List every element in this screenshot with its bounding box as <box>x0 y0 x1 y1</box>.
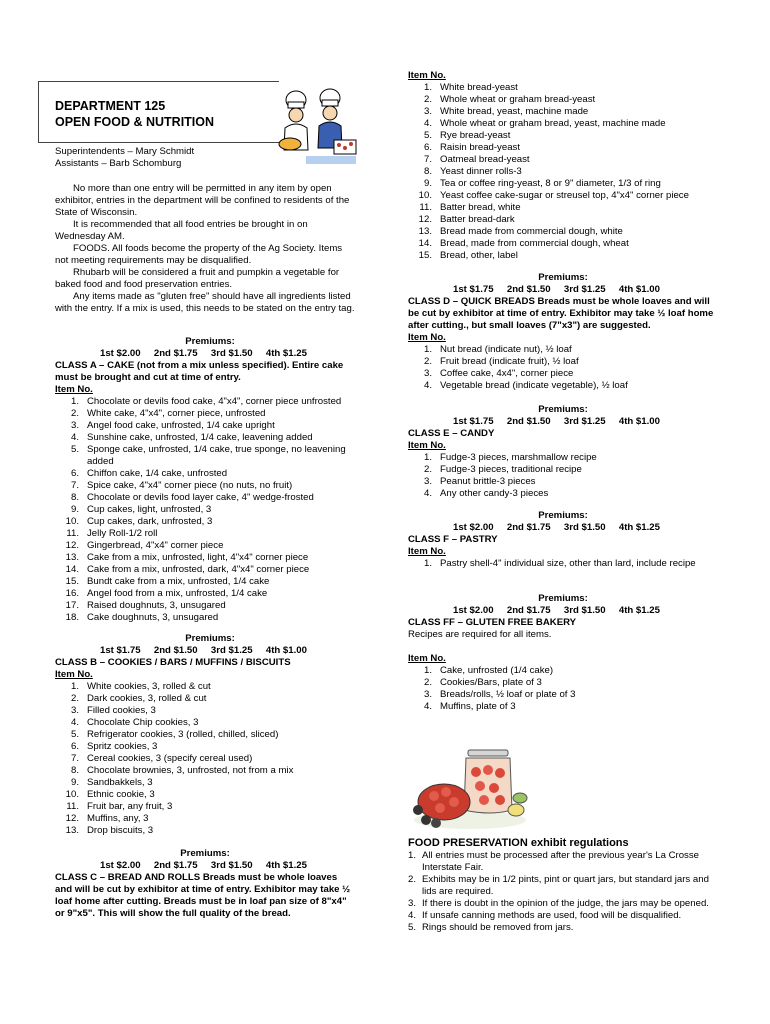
class-ff-section <box>408 593 718 713</box>
item-text: Chocolate brownies, 3, unfrosted, not from a mix <box>87 765 294 776</box>
list-item <box>408 94 718 106</box>
item-number: 4. <box>70 717 79 728</box>
list-item <box>55 528 365 540</box>
list-item <box>408 106 718 118</box>
list-item <box>408 476 718 488</box>
item-text: Raised doughnuts, 3, unsugared <box>87 600 226 611</box>
item-number: 9. <box>70 504 79 515</box>
class-heading: CLASS B – COOKIES / BARS / MUFFINS / BISCUITS <box>55 657 291 668</box>
item-number: 13. <box>418 226 432 237</box>
item-number: 1. <box>70 681 79 692</box>
list-item <box>408 190 718 202</box>
list-item <box>55 705 365 717</box>
item-list <box>55 681 365 837</box>
list-item <box>408 250 718 262</box>
item-number: 4. <box>70 432 79 443</box>
list-item <box>55 516 365 528</box>
item-text: Peanut brittle-3 pieces <box>440 476 536 487</box>
canned-fruit-illustration <box>410 740 530 830</box>
class-b-section <box>55 633 365 837</box>
list-item <box>55 741 365 753</box>
item-number: 3. <box>423 106 432 117</box>
item-text: Cake doughnuts, 3, unsugared <box>87 612 219 623</box>
superintendents: Superintendents – Mary Schmidt <box>55 146 195 157</box>
list-item <box>55 552 365 564</box>
item-text: Sandbakkels, 3 <box>87 777 153 788</box>
class-heading: CLASS FF – GLUTEN FREE BAKERY <box>408 617 577 628</box>
list-item <box>55 480 365 492</box>
item-number: 5. <box>70 444 79 455</box>
department-staff <box>55 146 365 170</box>
item-number: 1. <box>423 665 432 676</box>
item-number: 3. <box>70 420 79 431</box>
item-text: Refrigerator cookies, 3 (rolled, chilled, sliced) <box>87 729 279 740</box>
item-text: Bread, other, label <box>440 250 518 261</box>
item-text: Chiffon cake, 1/4 cake, unfrosted <box>87 468 228 479</box>
item-text: Whole wheat or graham bread-yeast <box>440 94 596 105</box>
item-number: 6. <box>423 142 432 153</box>
premiums-heading: Premiums: <box>180 848 230 859</box>
list-item <box>55 825 365 837</box>
item-text: If unsafe canning methods are used, food will be disqualified. <box>422 910 682 921</box>
item-number: 8. <box>423 166 432 177</box>
item-text: White cake, 4"x4", corner piece, unfrosted <box>87 408 266 419</box>
class-heading: CLASS D – QUICK BREADS Breads must be whole loaves and will be cut by exhibitor at time of entry. Exhibitor may take ½ loaf home after cutting., but small loaves (7"x3") are suggested. <box>408 296 714 331</box>
list-item <box>408 344 718 356</box>
item-number: 8. <box>70 492 79 503</box>
item-number: 1. <box>423 82 432 93</box>
item-number: 2. <box>408 874 417 885</box>
item-number: 15. <box>418 250 432 261</box>
item-list <box>408 558 718 570</box>
item-text: Angel food from a mix, unfrosted, 1/4 cake <box>87 588 268 599</box>
intro-paragraph-5: Any items made as "gluten free" should have all ingredients listed with the entry. If a mix is used, this needs to be stated on the entry tag. <box>55 291 355 314</box>
list-item <box>55 681 365 693</box>
item-number: 4. <box>423 488 432 499</box>
list-item <box>55 789 365 801</box>
premiums-amounts: 1st $1.75 2nd $1.50 3rd $1.25 4th $1.00 <box>453 284 660 295</box>
item-number: 5. <box>423 130 432 141</box>
item-text: Chocolate Chip cookies, 3 <box>87 717 199 728</box>
item-number: 1. <box>423 558 432 569</box>
item-number: 1. <box>423 452 432 463</box>
item-text: Fruit bar, any fruit, 3 <box>87 801 173 812</box>
item-text: Spritz cookies, 3 <box>87 741 158 752</box>
department-title <box>55 98 214 130</box>
item-number: 12. <box>418 214 432 225</box>
item-list <box>408 82 718 262</box>
list-item <box>55 576 365 588</box>
class-c-items <box>408 70 718 262</box>
class-heading: CLASS A – CAKE (not from a mix unless specified). Entire cake must be brought and cut at time of entry. <box>55 360 344 383</box>
premiums-heading: Premiums: <box>538 404 588 415</box>
item-text: Oatmeal bread-yeast <box>440 154 530 165</box>
assistants: Assistants – Barb Schomburg <box>55 158 182 169</box>
item-text: White bread-yeast <box>440 82 518 93</box>
item-text: All entries must be processed after the previous year's La Crosse Interstate Fair. <box>422 850 699 873</box>
item-text: Yeast dinner rolls-3 <box>440 166 522 177</box>
item-text: Fudge-3 pieces, marshmallow recipe <box>440 452 597 463</box>
item-text: Tea or coffee ring-yeast, 8 or 9" diameter, 1/3 of ring <box>440 178 661 189</box>
item-text: Cereal cookies, 3 (specify cereal used) <box>87 753 253 764</box>
premiums-heading: Premiums: <box>538 272 588 283</box>
rule-item <box>408 874 718 898</box>
list-item <box>55 468 365 480</box>
item-number: 11. <box>419 202 432 213</box>
item-text: Chocolate or devils food cake, 4"x4", corner piece unfrosted <box>87 396 342 407</box>
item-number: 3. <box>423 689 432 700</box>
item-number: 2. <box>423 356 432 367</box>
list-item <box>408 166 718 178</box>
list-item <box>55 717 365 729</box>
department-title-line1: DEPARTMENT 125 <box>55 99 166 113</box>
list-item <box>408 214 718 226</box>
item-text: Exhibits may be in 1/2 pints, pint or quart jars, but standard jars and lids are required. <box>422 874 709 897</box>
item-text: Cup cakes, dark, unfrosted, 3 <box>87 516 213 527</box>
item-list <box>408 452 718 500</box>
list-item <box>408 558 718 570</box>
item-number: 6. <box>70 741 79 752</box>
item-no-label: Item No. <box>55 669 93 680</box>
item-no-label: Item No. <box>408 546 446 557</box>
item-number: 5. <box>408 922 417 933</box>
item-text: Sponge cake, unfrosted, 1/4 cake, true sponge, no leavening added <box>87 444 346 467</box>
item-text: Jelly Roll-1/2 roll <box>87 528 158 539</box>
class-a-section <box>55 336 365 624</box>
item-text: Muffins, any, 3 <box>87 813 149 824</box>
item-text: Dark cookies, 3, rolled & cut <box>87 693 207 704</box>
item-text: Angel food cake, unfrosted, 1/4 cake upright <box>87 420 275 431</box>
list-item <box>55 396 365 408</box>
premiums-heading: Premiums: <box>538 510 588 521</box>
list-item <box>55 408 365 420</box>
item-text: Cake, unfrosted (1/4 cake) <box>440 665 554 676</box>
item-number: 9. <box>423 178 432 189</box>
item-number: 7. <box>70 480 79 491</box>
list-item <box>408 452 718 464</box>
item-text: Pastry shell-4" individual size, other than lard, include recipe <box>440 558 696 569</box>
item-number: 7. <box>423 154 432 165</box>
item-text: Fudge-3 pieces, traditional recipe <box>440 464 582 475</box>
item-text: Bread, made from commercial dough, wheat <box>440 238 629 249</box>
item-number: 17. <box>65 600 79 611</box>
food-preservation-section <box>408 836 718 934</box>
list-item <box>408 380 718 392</box>
intro-paragraph-4: Rhubarb will be considered a fruit and pumpkin a vegetable for baked food and food preservation entries. <box>55 267 340 290</box>
item-number: 13. <box>65 825 79 836</box>
rule-item <box>408 898 718 910</box>
intro-paragraph-3: FOODS. All foods become the property of the Ag Society. Items not meeting requirements may be disqualified. <box>55 243 343 266</box>
list-item <box>408 701 718 713</box>
item-text: White bread, yeast, machine made <box>440 106 589 117</box>
list-item <box>408 154 718 166</box>
recipes-note: Recipes are required for all items. <box>408 629 552 640</box>
rule-item <box>408 850 718 874</box>
item-number: 3. <box>70 705 79 716</box>
item-text: Muffins, plate of 3 <box>440 701 516 712</box>
item-number: 16. <box>65 588 79 599</box>
item-no-label: Item No. <box>408 70 446 81</box>
list-item <box>408 238 718 250</box>
list-item <box>55 444 365 468</box>
item-number: 2. <box>423 94 432 105</box>
list-item <box>408 356 718 368</box>
item-text: Yeast coffee cake-sugar or streusel top, 4"x4" corner piece <box>440 190 689 201</box>
list-item <box>408 689 718 701</box>
item-text: Drop biscuits, 3 <box>87 825 154 836</box>
premiums-amounts: 1st $2.00 2nd $1.75 3rd $1.50 4th $1.25 <box>453 522 660 533</box>
list-item <box>55 492 365 504</box>
item-number: 11. <box>66 528 79 539</box>
item-text: Batter bread, white <box>440 202 521 213</box>
premiums-amounts: 1st $2.00 2nd $1.75 3rd $1.50 4th $1.25 <box>453 605 660 616</box>
item-number: 1. <box>408 850 417 861</box>
item-text: Chocolate or devils food layer cake, 4" wedge-frosted <box>87 492 314 503</box>
list-item <box>55 564 365 576</box>
item-text: Nut bread (indicate nut), ½ loaf <box>440 344 572 355</box>
item-text: Cake from a mix, unfrosted, dark, 4"x4" corner piece <box>87 564 310 575</box>
item-text: Ethnic cookie, 3 <box>87 789 155 800</box>
item-number: 12. <box>65 540 79 551</box>
item-number: 2. <box>423 677 432 688</box>
item-number: 6. <box>70 468 79 479</box>
list-item <box>408 130 718 142</box>
item-number: 10. <box>65 789 79 800</box>
list-item <box>55 729 365 741</box>
item-text: Any other candy-3 pieces <box>440 488 549 499</box>
list-item <box>55 813 365 825</box>
item-text: Sunshine cake, unfrosted, 1/4 cake, leavening added <box>87 432 313 443</box>
item-text: Cookies/Bars, plate of 3 <box>440 677 542 688</box>
item-text: Filled cookies, 3 <box>87 705 156 716</box>
list-item <box>408 464 718 476</box>
list-item <box>55 588 365 600</box>
list-item <box>408 82 718 94</box>
item-no-label: Item No. <box>55 384 93 395</box>
list-item <box>55 753 365 765</box>
class-c-section <box>55 848 355 920</box>
list-item <box>55 693 365 705</box>
item-text: Raisin bread-yeast <box>440 142 520 153</box>
item-number: 4. <box>423 380 432 391</box>
item-number: 8. <box>70 765 79 776</box>
item-text: Rye bread-yeast <box>440 130 511 141</box>
intro-section <box>55 183 355 315</box>
item-text: Bundt cake from a mix, unfrosted, 1/4 cake <box>87 576 270 587</box>
item-number: 12. <box>65 813 79 824</box>
item-no-label: Item No. <box>408 332 446 343</box>
item-number: 2. <box>423 464 432 475</box>
list-item <box>55 801 365 813</box>
item-list <box>408 665 718 713</box>
item-number: 2. <box>70 693 79 704</box>
item-list <box>55 396 365 624</box>
item-number: 2. <box>70 408 79 419</box>
rule-item <box>408 922 718 934</box>
item-number: 5. <box>70 729 79 740</box>
item-number: 15. <box>65 576 79 587</box>
item-number: 7. <box>70 753 79 764</box>
list-item <box>408 142 718 154</box>
item-number: 3. <box>423 476 432 487</box>
item-text: Spice cake, 4"x4" corner piece (no nuts, no fruit) <box>87 480 293 491</box>
list-item <box>408 178 718 190</box>
list-item <box>408 202 718 214</box>
list-item <box>408 226 718 238</box>
list-item <box>55 765 365 777</box>
department-title-line2: OPEN FOOD & NUTRITION <box>55 115 215 129</box>
item-number: 11. <box>66 801 79 812</box>
item-text: Bread made from commercial dough, white <box>440 226 623 237</box>
premiums-heading: Premiums: <box>185 633 235 644</box>
item-text: Batter bread-dark <box>440 214 515 225</box>
list-item <box>55 600 365 612</box>
class-d-section <box>408 272 718 392</box>
list-item <box>55 504 365 516</box>
item-no-label: Item No. <box>408 653 446 664</box>
premiums-amounts: 1st $2.00 2nd $1.75 3rd $1.50 4th $1.25 <box>100 348 307 359</box>
premiums-amounts: 1st $2.00 2nd $1.75 3rd $1.50 4th $1.25 <box>100 860 307 871</box>
class-e-section <box>408 404 718 500</box>
list-item <box>55 612 365 624</box>
item-text: Coffee cake, 4x4", corner piece <box>440 368 574 379</box>
item-number: 1. <box>70 396 79 407</box>
premiums-heading: Premiums: <box>538 593 588 604</box>
list-item <box>408 488 718 500</box>
list-item <box>408 118 718 130</box>
item-text: Rings should be removed from jars. <box>422 922 574 933</box>
food-preservation-rules <box>408 850 718 934</box>
item-list <box>408 344 718 392</box>
item-number: 3. <box>408 898 417 909</box>
item-number: 4. <box>423 118 432 129</box>
item-text: Gingerbread, 4"x4" corner piece <box>87 540 224 551</box>
item-text: Breads/rolls, ½ loaf or plate of 3 <box>440 689 576 700</box>
list-item <box>55 777 365 789</box>
item-text: If there is doubt in the opinion of the judge, the jars may be opened. <box>422 898 709 909</box>
list-item <box>55 432 365 444</box>
item-text: Fruit bread (indicate fruit), ½ loaf <box>440 356 579 367</box>
item-text: Cake from a mix, unfrosted, light, 4"x4" corner piece <box>87 552 309 563</box>
item-number: 14. <box>65 564 79 575</box>
item-number: 3. <box>423 368 432 379</box>
item-number: 9. <box>70 777 79 788</box>
class-heading: CLASS E – CANDY <box>408 428 495 439</box>
rule-item <box>408 910 718 922</box>
item-number: 1. <box>423 344 432 355</box>
list-item <box>55 540 365 552</box>
class-heading: CLASS C – BREAD AND ROLLS Breads must be whole loaves and will be cut by exhibitor at time of entry. Exhibitor may take ½ loaf home after cutting. Breads must be in loaf pan size of 8"x4" or 9"x5". This will show the full quality of the bread. <box>55 872 351 919</box>
item-number: 10. <box>418 190 432 201</box>
item-number: 18. <box>65 612 79 623</box>
class-f-section <box>408 510 718 570</box>
item-number: 4. <box>423 701 432 712</box>
intro-paragraph-1: No more than one entry will be permitted in any item by open exhibitor, entries in the department will be confined to residents of the State of Wisconsin. <box>55 183 350 218</box>
item-text: White cookies, 3, rolled & cut <box>87 681 211 692</box>
item-number: 4. <box>408 910 417 921</box>
list-item <box>408 677 718 689</box>
class-heading: CLASS F – PASTRY <box>408 534 498 545</box>
item-number: 14. <box>418 238 432 249</box>
list-item <box>408 368 718 380</box>
item-text: Whole wheat or graham bread, yeast, machine made <box>440 118 666 129</box>
intro-paragraph-2: It is recommended that all food entries be brought in on Wednesday AM. <box>55 219 308 242</box>
premiums-heading: Premiums: <box>185 336 235 347</box>
list-item <box>55 420 365 432</box>
premiums-amounts: 1st $1.75 2nd $1.50 3rd $1.25 4th $1.00 <box>453 416 660 427</box>
list-item <box>408 665 718 677</box>
item-number: 10. <box>65 516 79 527</box>
item-number: 13. <box>65 552 79 563</box>
item-text: Cup cakes, light, unfrosted, 3 <box>87 504 212 515</box>
food-preservation-title: FOOD PRESERVATION exhibit regulations <box>408 837 629 849</box>
item-no-label: Item No. <box>408 440 446 451</box>
item-text: Vegetable bread (indicate vegetable), ½ loaf <box>440 380 628 391</box>
premiums-amounts: 1st $1.75 2nd $1.50 3rd $1.25 4th $1.00 <box>100 645 307 656</box>
